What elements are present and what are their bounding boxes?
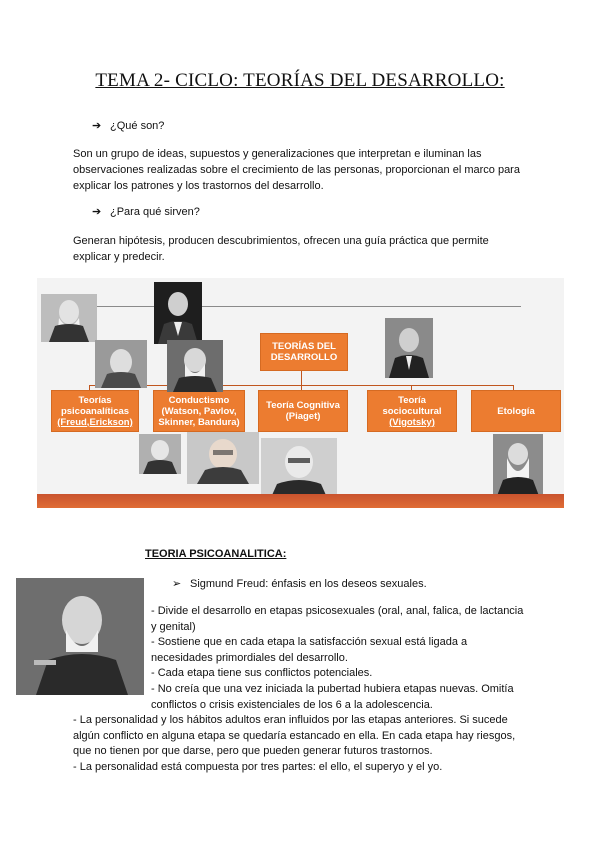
freud-bullet-text: Sigmund Freud: énfasis en los deseos sexuales. [190,578,427,590]
box-cognitive [258,390,348,432]
section-heading: TEORIA PSICOANALITICA: [145,548,287,560]
portrait-erickson [139,434,181,474]
text-line: - La personalidad y los hábitos adultos eran influidos por las etapas anteriores. Si sucede [73,714,508,726]
portrait-vigotsky [385,318,433,378]
portrait-watson [154,282,202,344]
question-purpose [92,205,200,218]
paragraph-line: Generan hipótesis, producen descubrimientos, ofrecen una guía práctica que permite [73,235,489,247]
portrait-bandura [187,432,259,484]
paragraph-line: Son un grupo de ideas, supuestos y generalizaciones que interpretan e iluminan las [73,148,482,160]
portrait-sigmund-freud [16,578,144,695]
box-ethology [471,390,561,432]
freud-bullet [172,577,427,590]
text-line: - Sostiene que en cada etapa la satisfacción sexual está ligada a [151,636,468,649]
diagram-footer-bar [37,494,564,508]
text-line: que no tienen por que darse, pero que pueden generar futuros trastornos. [73,745,433,758]
center-box-line: DESARROLLO [270,352,338,363]
box-behaviorism [153,390,245,432]
box-line: psicoanalíticas [60,405,130,417]
box-line: (Piaget) [285,411,321,422]
center-box [260,333,348,371]
text-line: algún conflicto en alguna etapa se quedaría estancado en ella. En cada etapa hay riesgos, [73,729,516,742]
arrow-icon: ➔ [92,120,102,132]
box-psychoanalytic [51,390,139,432]
portrait-pavlov [167,340,223,392]
portrait-piaget [261,438,337,502]
text-line: - Divide el desarrollo en etapas psicosexuales (oral, anal, falica, de lactancia [151,605,524,617]
question-what-text: ¿Qué son? [110,120,165,132]
text-line: - La personalidad está compuesta por tres partes: el ello, el superyo y el yo. [73,760,443,773]
center-box-line: TEORÍAS DEL [272,341,336,352]
text-line: y genital) [151,620,196,633]
box-line: Conductismo [168,394,230,406]
portrait-freud-small [41,294,97,342]
box-line: sociocultural [382,405,442,417]
paragraph-line: explicar y predecir. [73,251,165,263]
box-line: (Freud,Erickson) [57,416,133,428]
text-line: - No creía que una vez iniciada la pubertad hubiera etapas nuevas. Omitía [151,682,514,695]
purpose-paragraph [73,233,489,265]
paragraph-line: explicar los patrones y los trastornos del desarrollo. [73,180,324,192]
question-what [92,119,164,132]
box-line: (Vigotsky) [389,416,435,428]
text-line: necesidades primordiales del desarrollo. [151,651,348,664]
theories-diagram [37,278,564,508]
portrait-darwin [493,434,543,496]
portrait-skinner [95,340,147,388]
page-title: TEMA 2- CICLO: TEORÍAS DEL DESARROLLO: [95,70,505,91]
box-line: Teoría Cognitiva [266,400,340,411]
question-purpose-text: ¿Para qué sirven? [110,206,200,218]
arrow-icon: ➔ [92,206,102,218]
freud-side-text [151,604,523,713]
box-line: (Watson, Pavlov, [161,405,237,417]
box-line: Teoría [398,394,426,406]
definition-paragraph [73,146,520,194]
box-line: Etología [497,405,535,417]
text-line: - Cada etapa tiene sus conflictos potenciales. [151,667,373,680]
box-sociocultural [367,390,457,432]
text-line: conflictos o crisis existenciales de los 6 a la adolescencia. [151,698,433,711]
box-line: Teorías [78,394,112,406]
box-line: Skinner, Bandura) [158,416,240,428]
freud-full-text [73,713,515,775]
paragraph-line: observaciones realizadas sobre el crecimiento de las personas, proporcionan el marco para [73,164,520,176]
arrowhead-icon: ➢ [172,578,182,590]
